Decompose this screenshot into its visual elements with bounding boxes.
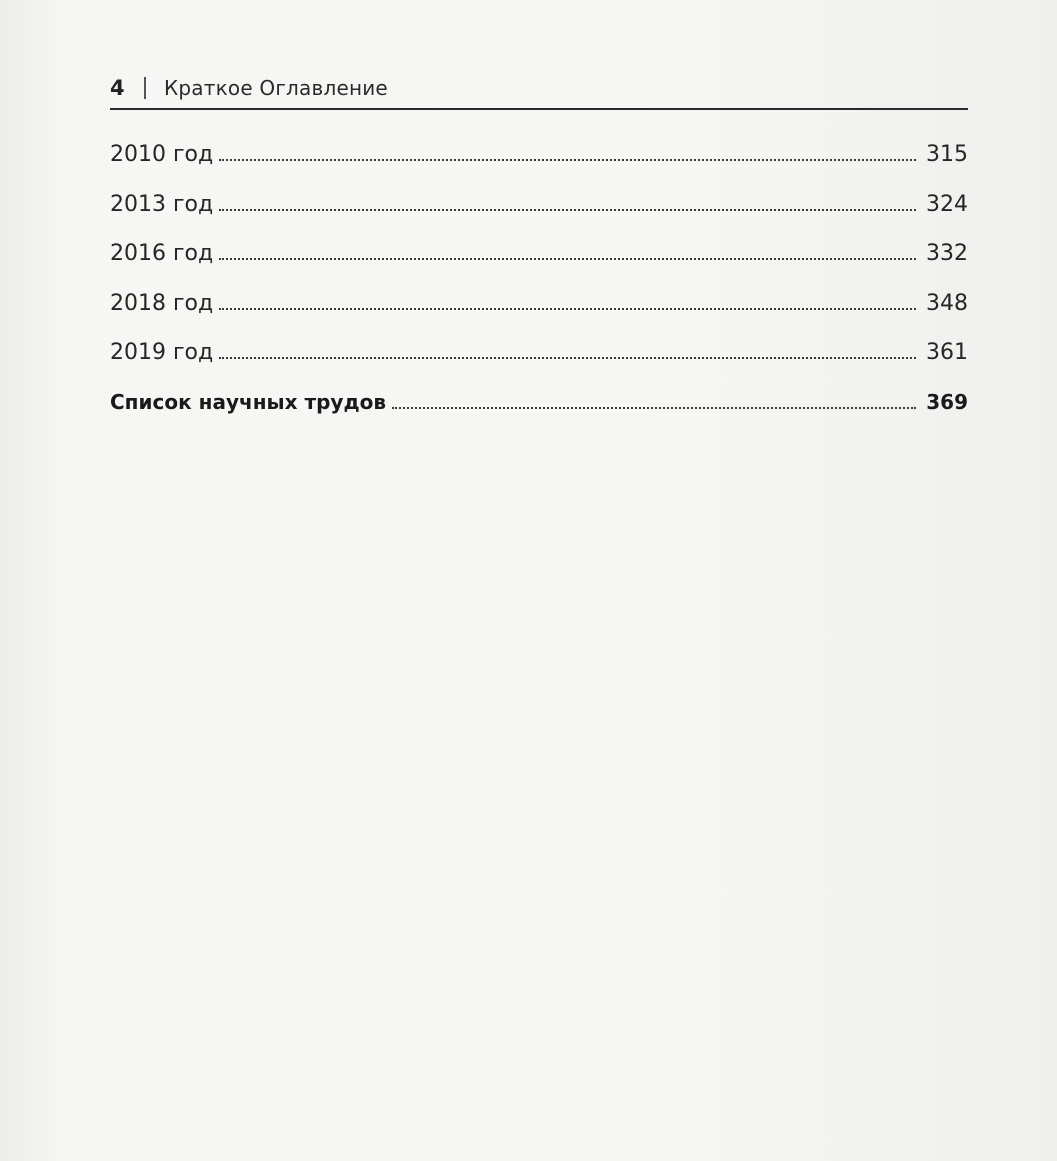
toc-entry (110, 340, 968, 390)
dot-leader (219, 208, 916, 211)
toc-entry-page: 332 (926, 241, 968, 267)
header-title: Краткое Оглавление (164, 76, 388, 100)
toc-entry (110, 192, 968, 242)
toc-entry-page: 361 (926, 340, 968, 366)
toc-entry-label: 2013 год (110, 191, 214, 217)
toc-entry-label: 2018 год (110, 290, 214, 316)
toc-entry-label: 2010 год (110, 142, 214, 167)
dot-leader (219, 356, 916, 359)
toc-entry-label: Список научных трудов (110, 389, 386, 414)
table-of-contents (110, 142, 968, 440)
dot-leader (219, 158, 916, 161)
running-header (110, 68, 968, 110)
toc-entry (110, 291, 968, 341)
toc-entry (110, 241, 968, 291)
toc-entry-label: 2019 год (110, 340, 214, 366)
dot-leader (219, 257, 916, 260)
header-separator (144, 77, 146, 99)
toc-entry-page: 315 (926, 142, 968, 167)
toc-entry-publications (110, 390, 968, 440)
dot-leader (392, 406, 916, 409)
toc-entry-page: 369 (926, 389, 968, 414)
dot-leader (219, 307, 916, 310)
toc-entry-label: 2016 год (110, 241, 214, 267)
page-number: 4 (110, 76, 125, 100)
toc-entry (110, 142, 968, 192)
toc-entry-page: 324 (926, 191, 968, 217)
toc-entry-page: 348 (926, 290, 968, 316)
